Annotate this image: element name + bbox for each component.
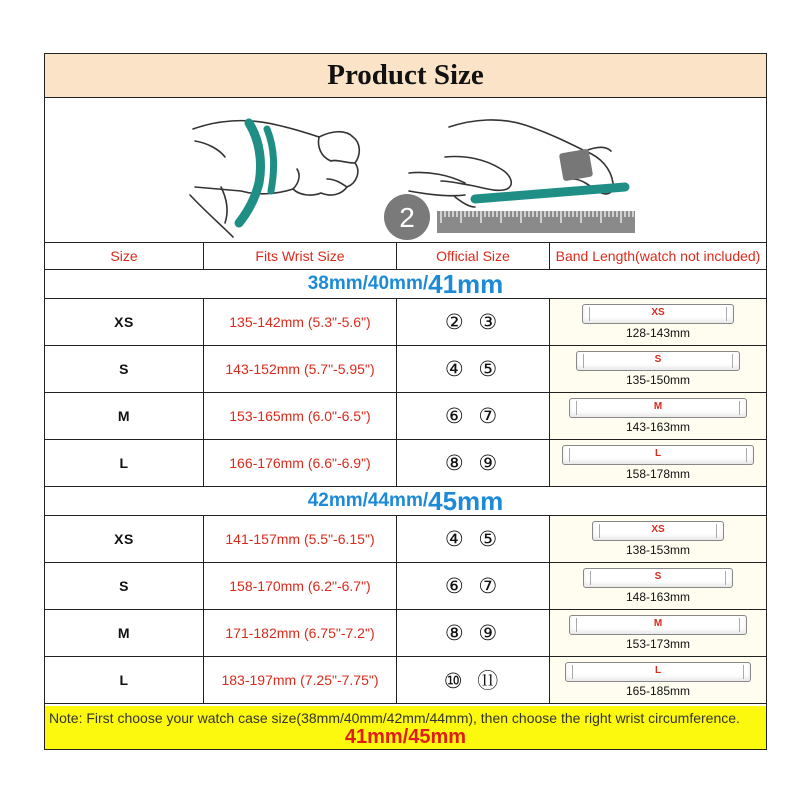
table-row	[45, 440, 766, 487]
band-length-cell	[550, 610, 766, 656]
wrist-size-cell: 171-182mm (6.75"-7.2")	[204, 610, 397, 656]
official-size-cell: ⑥ ⑦	[397, 563, 550, 609]
band-range: 165-185mm	[625, 684, 691, 698]
size-cell: L	[45, 657, 204, 703]
group-header-row	[45, 270, 766, 299]
band-strap-icon	[562, 445, 754, 465]
size-chart	[44, 53, 767, 750]
band-range: 143-163mm	[625, 420, 691, 434]
band-size-label: M	[653, 401, 663, 412]
band-strap-icon	[565, 662, 751, 682]
band-size-label: XS	[651, 524, 665, 535]
step-number: 2	[399, 202, 415, 233]
step-2-badge	[384, 194, 430, 240]
band-range: 148-163mm	[625, 590, 691, 604]
wrist-size-cell: 166-176mm (6.6"-6.9")	[204, 440, 397, 486]
band-size-label: M	[653, 618, 663, 629]
band-size-label: S	[654, 571, 662, 582]
group-label-big: 45mm	[428, 485, 504, 516]
band-range: 138-153mm	[625, 543, 691, 557]
wrist-size-cell: 153-165mm (6.0"-6.5")	[204, 393, 397, 439]
band-strap-icon	[569, 615, 747, 635]
band-size-label: S	[654, 354, 662, 365]
table-row	[45, 516, 766, 563]
table-row	[45, 393, 766, 440]
band-range: 128-143mm	[625, 326, 691, 340]
measure-drawing	[45, 99, 766, 243]
official-size-cell: ⑩ ⑪	[397, 657, 550, 703]
band-strap-icon	[592, 521, 724, 541]
chart-title: Product Size	[327, 59, 484, 91]
wrist-size-cell: 158-170mm (6.2"-6.7")	[204, 563, 397, 609]
size-cell: L	[45, 440, 204, 486]
wrist-size-cell: 141-157mm (5.5"-6.15")	[204, 516, 397, 562]
note-box	[45, 706, 766, 749]
table-row	[45, 657, 766, 704]
table-row	[45, 299, 766, 346]
band-strap-icon	[582, 304, 734, 324]
table-row	[45, 563, 766, 610]
wrist-size-cell: 135-142mm (5.3"-5.6")	[204, 299, 397, 345]
band-length-cell	[550, 299, 766, 345]
band-strap-icon	[576, 351, 740, 371]
official-size-cell: ④ ⑤	[397, 346, 550, 392]
strap-icon	[475, 149, 625, 199]
title-bar	[45, 54, 766, 98]
group-label-small: 42mm/44mm/	[307, 490, 429, 511]
band-length-cell	[550, 393, 766, 439]
size-cell: XS	[45, 299, 204, 345]
table-header-row	[45, 243, 766, 270]
note-text: Note: First choose your watch case size(38mm/40mm/42mm/44mm), then choose the right wrist circumference.	[49, 710, 740, 726]
band-size-label: L	[654, 448, 662, 459]
band-strap-icon	[583, 568, 733, 588]
note-emphasis: 41mm/45mm	[344, 726, 467, 748]
group-label-big: 41mm	[428, 268, 504, 299]
size-cell: S	[45, 346, 204, 392]
band-length-cell	[550, 516, 766, 562]
band-size-label: XS	[651, 307, 665, 318]
header-size: Size	[45, 243, 204, 269]
group-label-small: 38mm/40mm/	[307, 273, 429, 294]
band-strap-icon	[569, 398, 747, 418]
official-size-cell: ⑧ ⑨	[397, 610, 550, 656]
table-row	[45, 610, 766, 657]
band-length-cell	[550, 346, 766, 392]
band-range: 153-173mm	[625, 637, 691, 651]
band-size-label: L	[654, 665, 662, 676]
size-cell: S	[45, 563, 204, 609]
official-size-cell: ⑧ ⑨	[397, 440, 550, 486]
size-cell: M	[45, 610, 204, 656]
official-size-cell: ④ ⑤	[397, 516, 550, 562]
band-length-cell	[550, 657, 766, 703]
official-size-cell: ② ③	[397, 299, 550, 345]
wrist-size-cell: 183-197mm (7.25"-7.75")	[204, 657, 397, 703]
header-wrist: Fits Wrist Size	[204, 243, 397, 269]
measuring-illustration	[45, 99, 766, 243]
wrist-strap-icon	[239, 123, 274, 223]
header-band: Band Length(watch not included)	[555, 248, 761, 264]
size-cell: XS	[45, 516, 204, 562]
official-size-cell: ⑥ ⑦	[397, 393, 550, 439]
table-row	[45, 346, 766, 393]
size-cell: M	[45, 393, 204, 439]
wrist-size-cell: 143-152mm (5.7"-5.95")	[204, 346, 397, 392]
band-range: 135-150mm	[625, 373, 691, 387]
band-length-cell	[550, 440, 766, 486]
group-header-row	[45, 487, 766, 516]
band-length-cell	[550, 563, 766, 609]
header-official: Official Size	[397, 243, 550, 269]
ruler-icon	[437, 211, 635, 233]
band-range: 158-178mm	[625, 467, 691, 481]
